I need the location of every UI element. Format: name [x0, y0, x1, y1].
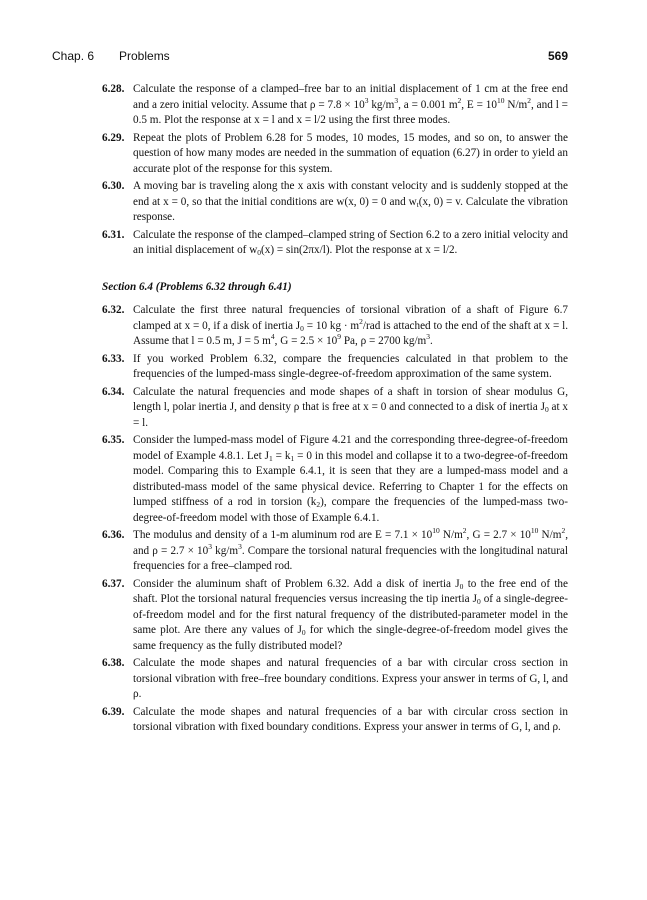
- problem-6-39: [102, 705, 568, 736]
- problem-text: Repeat the plots of Problem 6.28 for 5 modes, 10 modes, 15 modes, and so on, to answer the question of how many modes are needed in the summation of equation (6.27) in order to yield an accurate plot of the response for this system.: [133, 131, 568, 175]
- problem-text: Calculate the first three natural frequencies of torsional vibration of a shaft of Figure 6.7 clamped at x = 0, if a disk of inertia $J_0 = 10$ kg · $m^2$/rad is attached to the end of the shaft at x = l. Assume that l = 0.5 m, J = 5 $m^4$, $G = 2.5 \times 10^9$ Pa, ρ = 2700 $kg/m^3$.: [133, 304, 568, 347]
- problem-number: 6.28.: [102, 83, 125, 95]
- problem-6-34: [102, 385, 568, 432]
- problem-6-29: [102, 131, 568, 178]
- problem-6-33: [102, 352, 568, 383]
- problem-number: 6.32.: [102, 304, 125, 316]
- problem-text: Calculate the natural frequencies and mode shapes of a shaft in torsion of shear modulus G, length l, polar inertia J, and density ρ that is free at x = 0 and connected to a disk of inertia $J_0$ at x = l.: [133, 385, 568, 429]
- problem-text: Calculate the mode shapes and natural frequencies of a bar with circular cross section in torsional vibration with fixed boundary conditions. Express your answer in terms of G, l, and ρ.: [133, 705, 568, 733]
- problem-number: 6.30.: [102, 180, 125, 192]
- section-title: Problems: [119, 49, 170, 63]
- problem-text: Calculate the response of a clamped–free bar to an initial displacement of 1 cm at the free end and a zero initial velocity. Assume that $\rho = 7.8 \times 10^3$ $kg/m^3$, a = 0.001 $m^2$, $E = 10^{10}$ $N/m^2$, and l = 0.5 m. Plot the response at x = l and x = l/2 using the first three modes.: [133, 83, 568, 126]
- problem-6-38: [102, 656, 568, 703]
- problem-6-35: [102, 433, 568, 526]
- problem-text: Calculate the mode shapes and natural frequencies of a bar with circular cross section in torsional vibration with free–free boundary conditions. Express your answer in terms of G, l, and ρ.: [133, 657, 568, 700]
- problem-6-37: [102, 577, 568, 655]
- section-heading: Section 6.4 (Problems 6.32 through 6.41): [102, 280, 292, 293]
- problem-number: 6.35.: [102, 434, 125, 446]
- problem-6-30: [102, 179, 568, 226]
- problem-text: If you worked Problem 6.32, compare the frequencies calculated in that problem to the frequencies of the lumped-mass single-degree-of-freedom approximation of the same system.: [133, 352, 568, 380]
- running-header: [52, 49, 568, 65]
- chapter-label: Chap. 6: [52, 49, 95, 63]
- problem-number: 6.36.: [102, 529, 125, 541]
- problem-number: 6.29.: [102, 131, 125, 144]
- problem-number: 6.37.: [102, 577, 125, 590]
- problem-text: The modulus and density of a 1-m aluminum rod are $E = 7.1 \times 10^{10}$ $N/m^2$, $G = 2.7 \times 10^{10}$ $N/m^2$, and $\rho = 2.7 \times 10^3$ $kg/m^3$. Compare the torsional natural frequencies with the longitudinal natural frequencies for a free–clamped rod.: [133, 526, 569, 572]
- problem-text: Consider the lumped-mass model of Figure 4.21 and the corresponding three-degree-of-freedom model of Example 4.8.1. Let $J_1 = k_1 = 0$ in this model and collapse it to a two-degree-of-freedom model. Comparing this to Example 6.4.1, it is seen that they are a lumped-mass model and a distributed-mass model of the same physical device. Referring to Chapter 1 for the effects on lumped stiffness of a rod in torsion $(k_2)$, compare the frequencies of the lumped-mass two-degree-of-freedom model with those of Example 6.4.1.: [133, 434, 568, 524]
- problem-6-32: [102, 303, 568, 350]
- page-number: 569: [547, 49, 568, 63]
- problem-text: Calculate the response of the clamped–clamped string of Section 6.2 to a zero initial velocity and an initial displacement of $w_0(x) = \sin(2\pi x/l)$. Plot the response at x = l/2.: [133, 228, 568, 257]
- problem-number: 6.34.: [102, 385, 125, 398]
- problem-number: 6.31.: [102, 228, 125, 241]
- problem-text: Consider the aluminum shaft of Problem 6.32. Add a disk of inertia $J_0$ to the free end of the shaft. Plot the torsional natural frequencies versus increasing the tip inertia $J_0$ of a single-degree-of-freedom model and for the first natural frequency of the distributed-parameter model in the same plot. Are there any values of $J_0$ for which the single-degree-of-freedom model gives the same frequency as the fully distributed model?: [133, 577, 568, 652]
- problem-6-31: [102, 228, 568, 259]
- problem-number: 6.39.: [102, 705, 125, 718]
- problems-list: [102, 82, 568, 738]
- problem-number: 6.38.: [102, 657, 125, 669]
- problem-6-28: [102, 82, 568, 129]
- problem-number: 6.33.: [102, 352, 125, 365]
- problem-6-36: [102, 528, 568, 575]
- problem-text: A moving bar is traveling along the x axis with constant velocity and is suddenly stopped at the end at x = 0, so that the initial conditions are w(x, 0) = 0 and $w_t(x$, 0) = v. Calculate the vibration response.: [133, 180, 568, 223]
